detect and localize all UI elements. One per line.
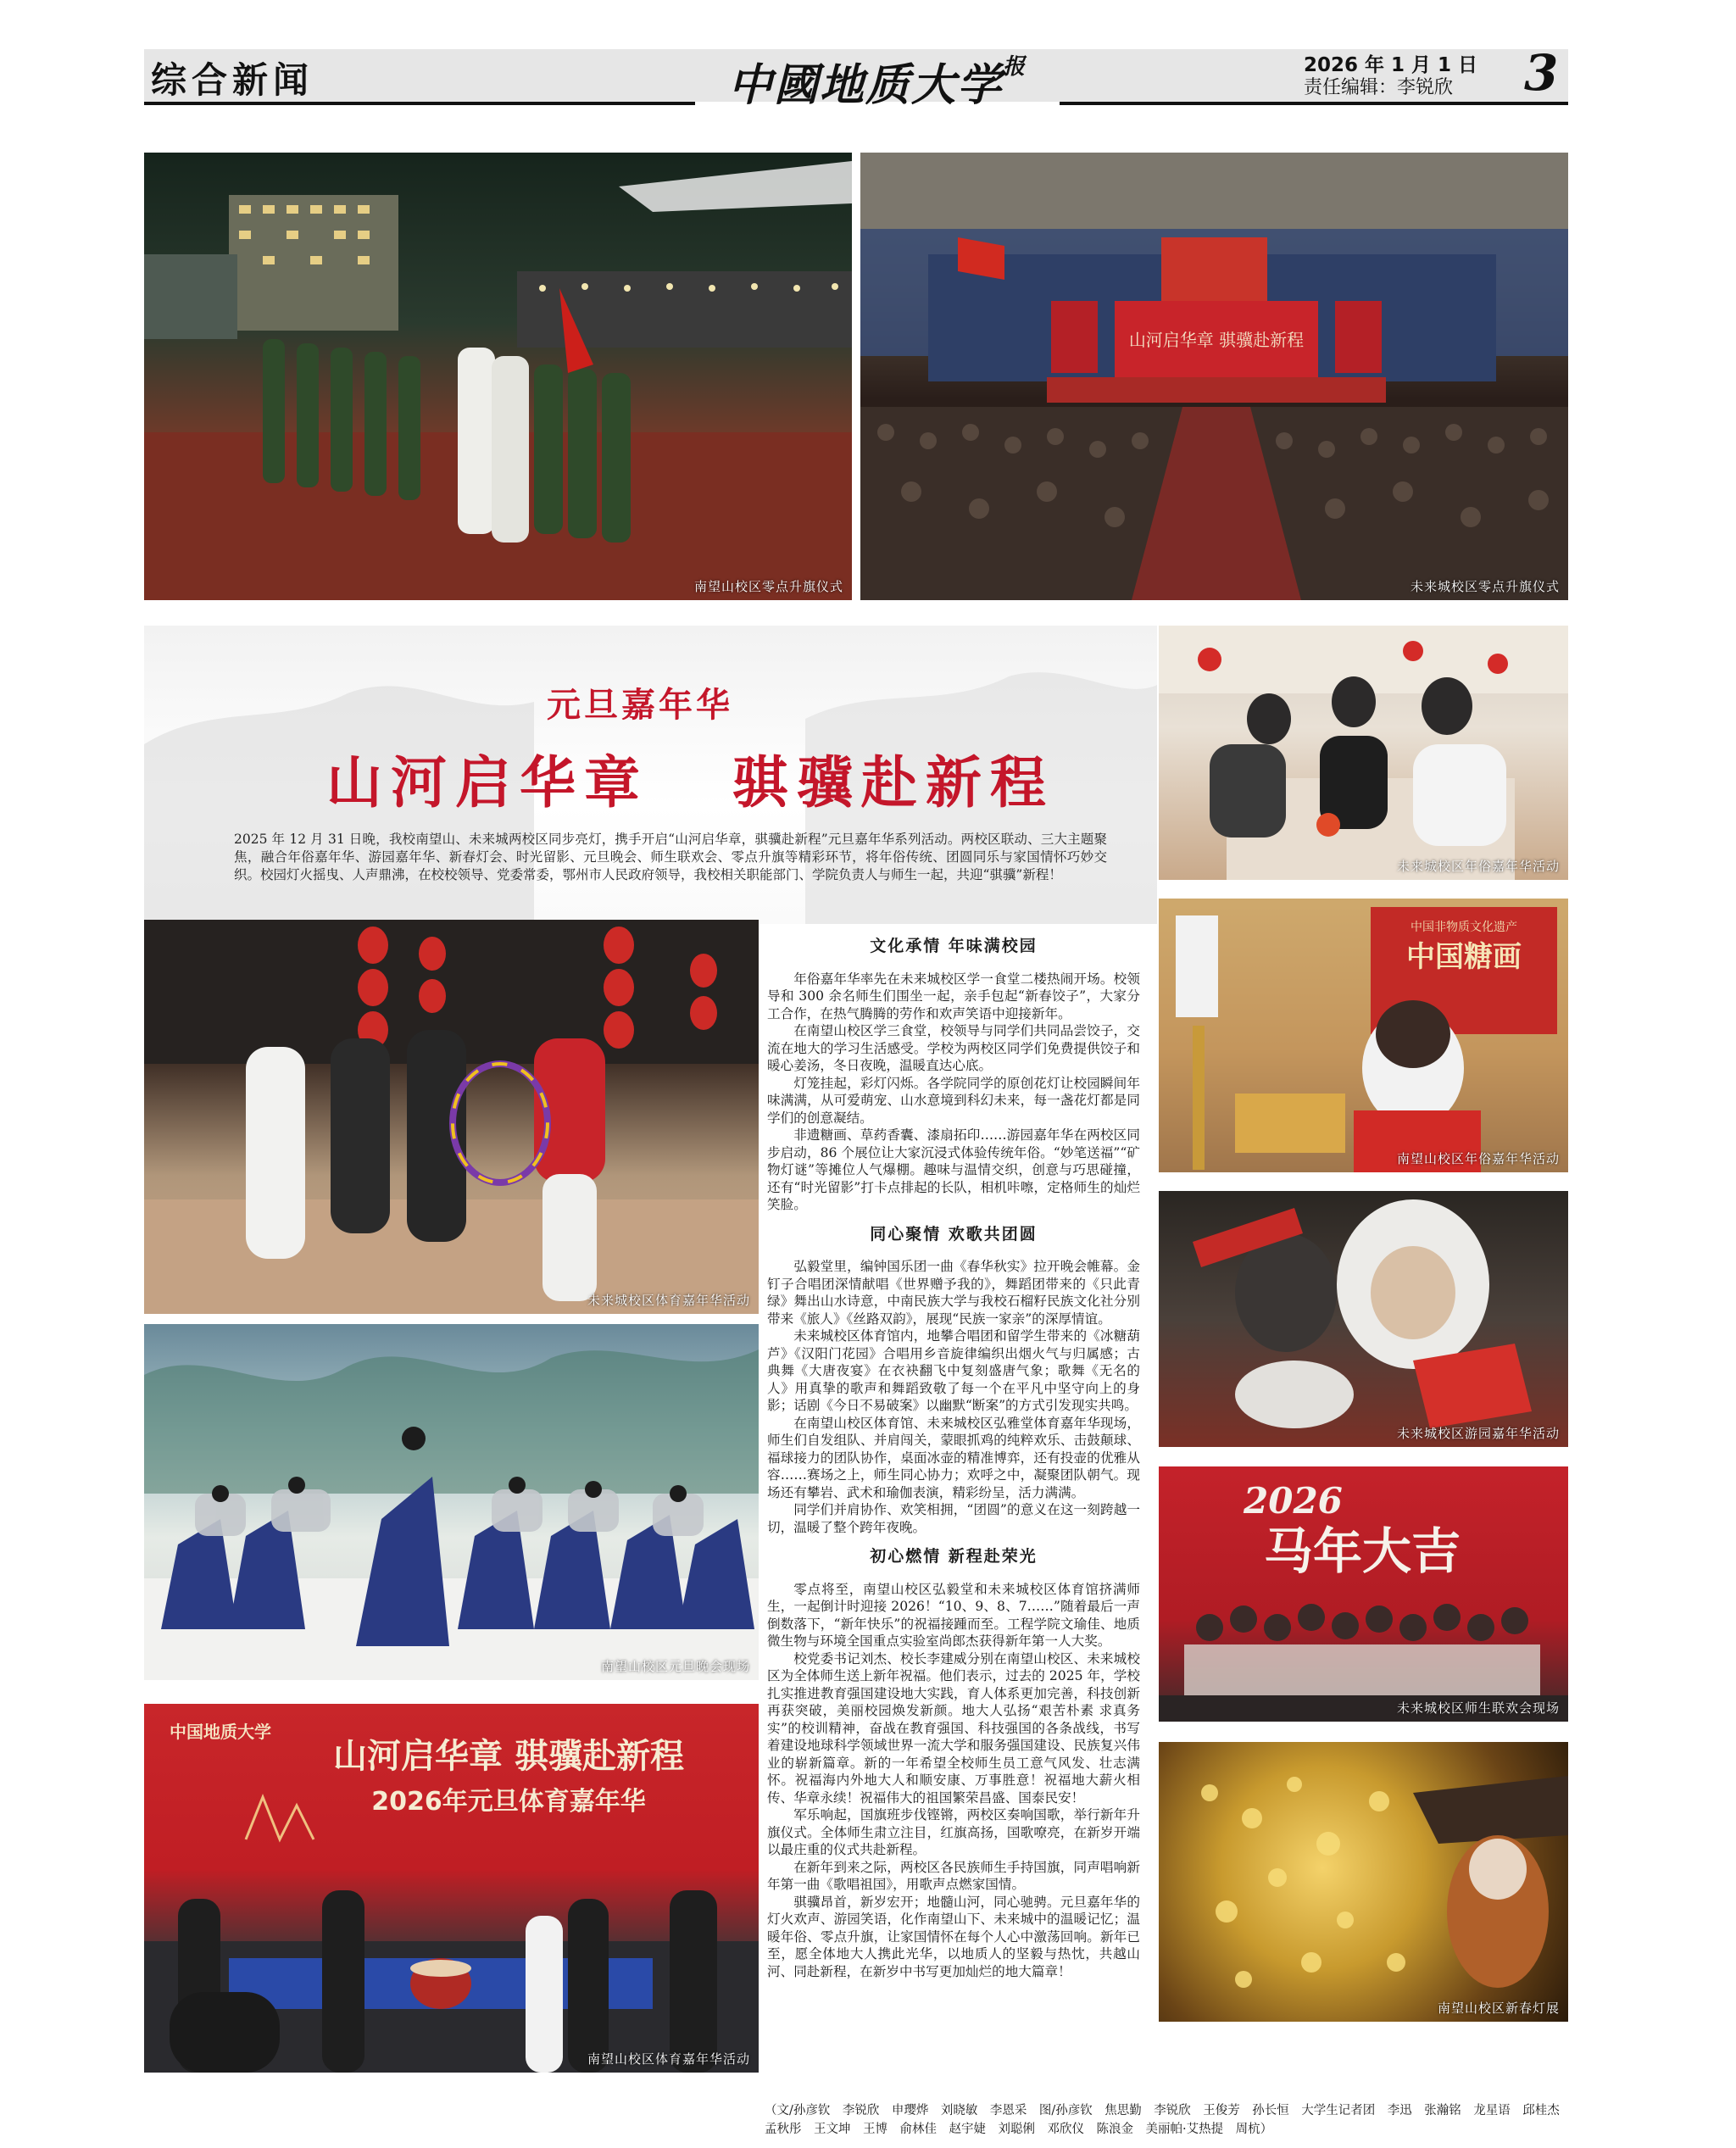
section-heading: 初心燃情 新程赴荣光 xyxy=(870,1547,1038,1566)
newspaper-name-text: 中國地质大学 xyxy=(727,59,1003,111)
article-column xyxy=(767,926,1140,1980)
photo-caption: 南望山校区体育嘉年华活动 xyxy=(587,2051,750,2067)
article-paragraph: 零点将至，南望山校区弘毅堂和未来城校区体育馆挤满师生，一起倒计时迎接 2026！“10、9、8、7……”随着最后一声倒数落下，“新年快乐”的祝福接踵而至。工程学院文瑜佳、地质微生物与环境全国重点实验室尚郎杰获得新年第一人大奖。 xyxy=(767,1581,1140,1649)
article-paragraph: 灯笼挂起，彩灯闪烁。各学院同学的原创花灯让校园瞬间年味满满，从可爱萌宠、山水意境到科幻未来，每一盏花灯都是同学们的创意凝结。 xyxy=(767,1075,1140,1126)
article-paragraph: 未来城校区体育馆内，地攀合唱团和留学生带来的《冰糖葫芦》《汉阳门花园》合唱用乡音旋律编织出烟火气与归属感；古典舞《大唐夜宴》在衣袂翻飞中复刻盛唐气象；歌舞《无名的人》用真挚的歌声和舞蹈致敬了每一个在平凡中坚守向上的身影；话剧《今日不易破案》以幽默“断案”的方式引发现实共鸣。 xyxy=(767,1328,1140,1413)
photo-gym-celebration xyxy=(860,153,1568,600)
article-paragraph: 骐骥昂首，新岁宏开；地髓山河，同心驰骋。元旦嘉年华的灯火欢声、游园笑语，化作南望山下、未来城中的温暖记忆；温暖年俗、零点升旗，让家国情怀在每个人心中激荡回响。新年已至，愿全体地大人携此光华，以地质人的坚毅与热忱，共越山河、同赴新程，在新岁中书写更加灿烂的地大篇章！ xyxy=(767,1894,1140,1979)
article-paragraph: 同学们并肩协作、欢笑相拥，“团圆”的意义在这一刻跨越一切，温暖了整个跨年夜晚。 xyxy=(767,1502,1140,1535)
photo-caption: 南望山校区年俗嘉年华活动 xyxy=(1396,1151,1560,1166)
photo-caption: 未来城校区体育嘉年华活动 xyxy=(587,1293,750,1308)
masthead-rule-left xyxy=(144,102,695,105)
lanterns-illustration xyxy=(1159,1742,1568,2022)
party-year: 2026 xyxy=(1244,1480,1343,1522)
section-heading: 同心聚情 欢歌共团圆 xyxy=(870,1224,1038,1244)
party-illustration xyxy=(1159,1466,1568,1722)
article-paragraph: 非遗糖画、草药香囊、漆扇拓印……游园嘉年华在两校区同步启动，86 个展位让大家沉浸式体验传统年俗。“妙笔送福”“矿物灯谜”等摊位人气爆棚。趣味与温情交织，创意与巧思碰撞，还有“时光留影”打卡点排起的长队，相机咔嚓，定格师生的灿烂笑脸。 xyxy=(767,1127,1140,1212)
section-heading: 文化承情 年味满校园 xyxy=(870,937,1038,955)
issue-date: 2026 年 1 月 1 日 xyxy=(1304,54,1478,76)
gym-screen-text: 山河启华章 骐骥赴新程 xyxy=(1128,330,1305,350)
photo-dumplings xyxy=(1159,626,1568,880)
sports-banner-logo: 中国地质大学 xyxy=(170,1722,271,1742)
feature-headline: 山河启华章 骐骥赴新程 xyxy=(326,749,1054,815)
masthead-rule-right xyxy=(1060,102,1568,105)
photo-dance xyxy=(144,1324,759,1680)
feature-lead: 2025 年 12 月 31 日晚，我校南望山、未来城两校区同步亮灯，携手开启“山河启华章，骐骥赴新程”元旦嘉年华系列活动。两校区联动、三大主题聚焦，融合年俗嘉年华、游园嘉年华、新春灯会、时光留影、元旦晚会、师生联欢会、零点升旗等精彩环节，将年俗传统、团圆同乐与家国情怀巧妙交织。校园灯火摇曳、人声鼎沸，在校校领导、党委常委，鄂州市人民政府领导，我校相关职能部门、学院负责人与师生一起，共迎“骐骥”新程！ xyxy=(234,832,1107,882)
article-paragraph: 年俗嘉年华率先在未来城校区学一食堂二楼热闹开场。校领导和 300 余名师生们围坐一起，亲手包起“新春饺子”，大家分工合作，在热气腾腾的劳作和欢声笑语中迎接新年。 xyxy=(767,971,1140,1021)
sugar-sign-main: 中国糖画 xyxy=(1406,940,1522,974)
article-paragraph: 在南望山校区学三食堂，校领导与同学们共同品尝饺子，交流在地大的学习生活感受。学校为两校区同学们免费提供饺子和暖心姜汤，冬日夜晚，温暖直达心底。 xyxy=(767,1023,1140,1073)
article-paragraph: 在新年到来之际，两校区各民族师生手持国旗，同声唱响新年第一曲《歌唱祖国》，用歌声点燃家国情。 xyxy=(767,1859,1140,1892)
article-paragraph: 军乐响起，国旗班步伐铿锵，两校区奏响国歌，举行新年升旗仪式。全体师生肃立注目，红旗高扬，国歌嘹亮，在新岁开端以最庄重的仪式共赴新程。 xyxy=(767,1807,1140,1857)
section-title: 综合新闻 xyxy=(151,59,314,101)
sugar-sign-top: 中国非物质文化遗产 xyxy=(1410,921,1517,934)
photo-sugar-painting xyxy=(1159,899,1568,1172)
hula-hoop-illustration xyxy=(144,920,759,1314)
page-number: 3 xyxy=(1524,44,1559,102)
gym-celebration-illustration xyxy=(860,153,1568,600)
sports-carnival-illustration xyxy=(144,1704,759,2073)
photo-caption: 南望山校区零点升旗仪式 xyxy=(693,579,843,594)
sports-banner-title: 山河启华章 骐骥赴新程 xyxy=(333,1736,684,1776)
photo-caption: 未来城校区零点升旗仪式 xyxy=(1410,579,1560,594)
photo-hula-hoop xyxy=(144,920,759,1314)
party-banner: 马年大吉 xyxy=(1263,1522,1461,1580)
article-paragraph: 弘毅堂里，编钟国乐团一曲《春华秋实》拉开晚会帷幕。金钉子合唱团深情献唱《世界赠予我的》，舞蹈团带来的《只此青绿》舞出山水诗意，中南民族大学与我校石榴籽民族文化社分别带来《旅人》《丝路双韵》，展现“民族一家亲”的深厚情谊。 xyxy=(767,1259,1140,1327)
photo-caption: 南望山校区元旦晚会现场 xyxy=(600,1659,750,1674)
photo-party xyxy=(1159,1466,1568,1722)
article-paragraph: 校党委书记刘杰、校长李建威分别在南望山校区、未来城校区为全体师生送上新年祝福。他们表示，过去的 2025 年，学校扎实推进教育强国建设地大实践，育人体系更加完善，科技创新再获突破，美丽校园焕发新颜。地大人弘扬“艰苦朴素 求真务实”的校训精神，奋战在教育强国、科技强国的各条战线，书写着建设地球科学领域世界一流大学和服务强国建设、民族复兴伟业的崭新篇章。新的一年希望全校师生员工意气风发、壮志满怀。祝福海内外地大人和顺安康、万事胜意！祝福地大薪火相传、华章永续！祝福伟大的祖国繁荣昌盛、国泰民安！ xyxy=(767,1650,1140,1806)
photo-caption: 未来城校区师生联欢会现场 xyxy=(1396,1700,1560,1716)
photo-caption: 未来城校区年俗嘉年华活动 xyxy=(1396,859,1560,874)
editor-credit: 责任编辑：李锐欣 xyxy=(1304,77,1454,98)
photo-sports-carnival xyxy=(144,1704,759,2073)
dance-illustration xyxy=(144,1324,759,1680)
newspaper-name-suffix: 报 xyxy=(1003,54,1027,80)
newspaper-name xyxy=(695,49,1060,113)
photo-caption: 南望山校区新春灯展 xyxy=(1437,2001,1560,2016)
sugar-painting-illustration xyxy=(1159,899,1568,1172)
photo-calligraphy xyxy=(1159,1191,1568,1447)
photo-caption: 未来城校区游园嘉年华活动 xyxy=(1396,1426,1560,1441)
credits-line: （文/孙彦钦 李锐欣 申璎烨 刘晓敏 李恩采 图/孙彦钦 焦思勤 李锐欣 王俊芳 孙长恒 大学生记者团 李迅 张瀚铭 龙星语 邱桂杰 孟秋彤 王文坤 王博 俞林佳 赵宇婕 刘聪俐 邓欣仪 陈浪金 美丽帕·艾热提 周杭） xyxy=(765,2104,1572,2136)
sports-banner-sub: 2026年元旦体育嘉年华 xyxy=(371,1787,646,1817)
article-paragraph: 在南望山校区体育馆、未来城校区弘雅堂体育嘉年华现场，师生们自发组队、并肩闯关，蒙眼抓鸡的纯粹欢乐、击鼓颠球、福球接力的团队协作，桌面冰壶的精准博弈，还有投壶的优雅从容……赛场之上，师生同心协力；欢呼之中，凝聚团队朝气。现场还有攀岩、武术和瑜伽表演，精彩纷呈，活力满满。 xyxy=(767,1415,1140,1500)
photo-lanterns xyxy=(1159,1742,1568,2022)
calligraphy-illustration xyxy=(1159,1191,1568,1447)
flag-ceremony-illustration xyxy=(144,153,852,600)
dumplings-illustration xyxy=(1159,626,1568,880)
photo-flag-ceremony xyxy=(144,153,852,600)
feature-kicker: 元旦嘉年华 xyxy=(547,686,733,725)
